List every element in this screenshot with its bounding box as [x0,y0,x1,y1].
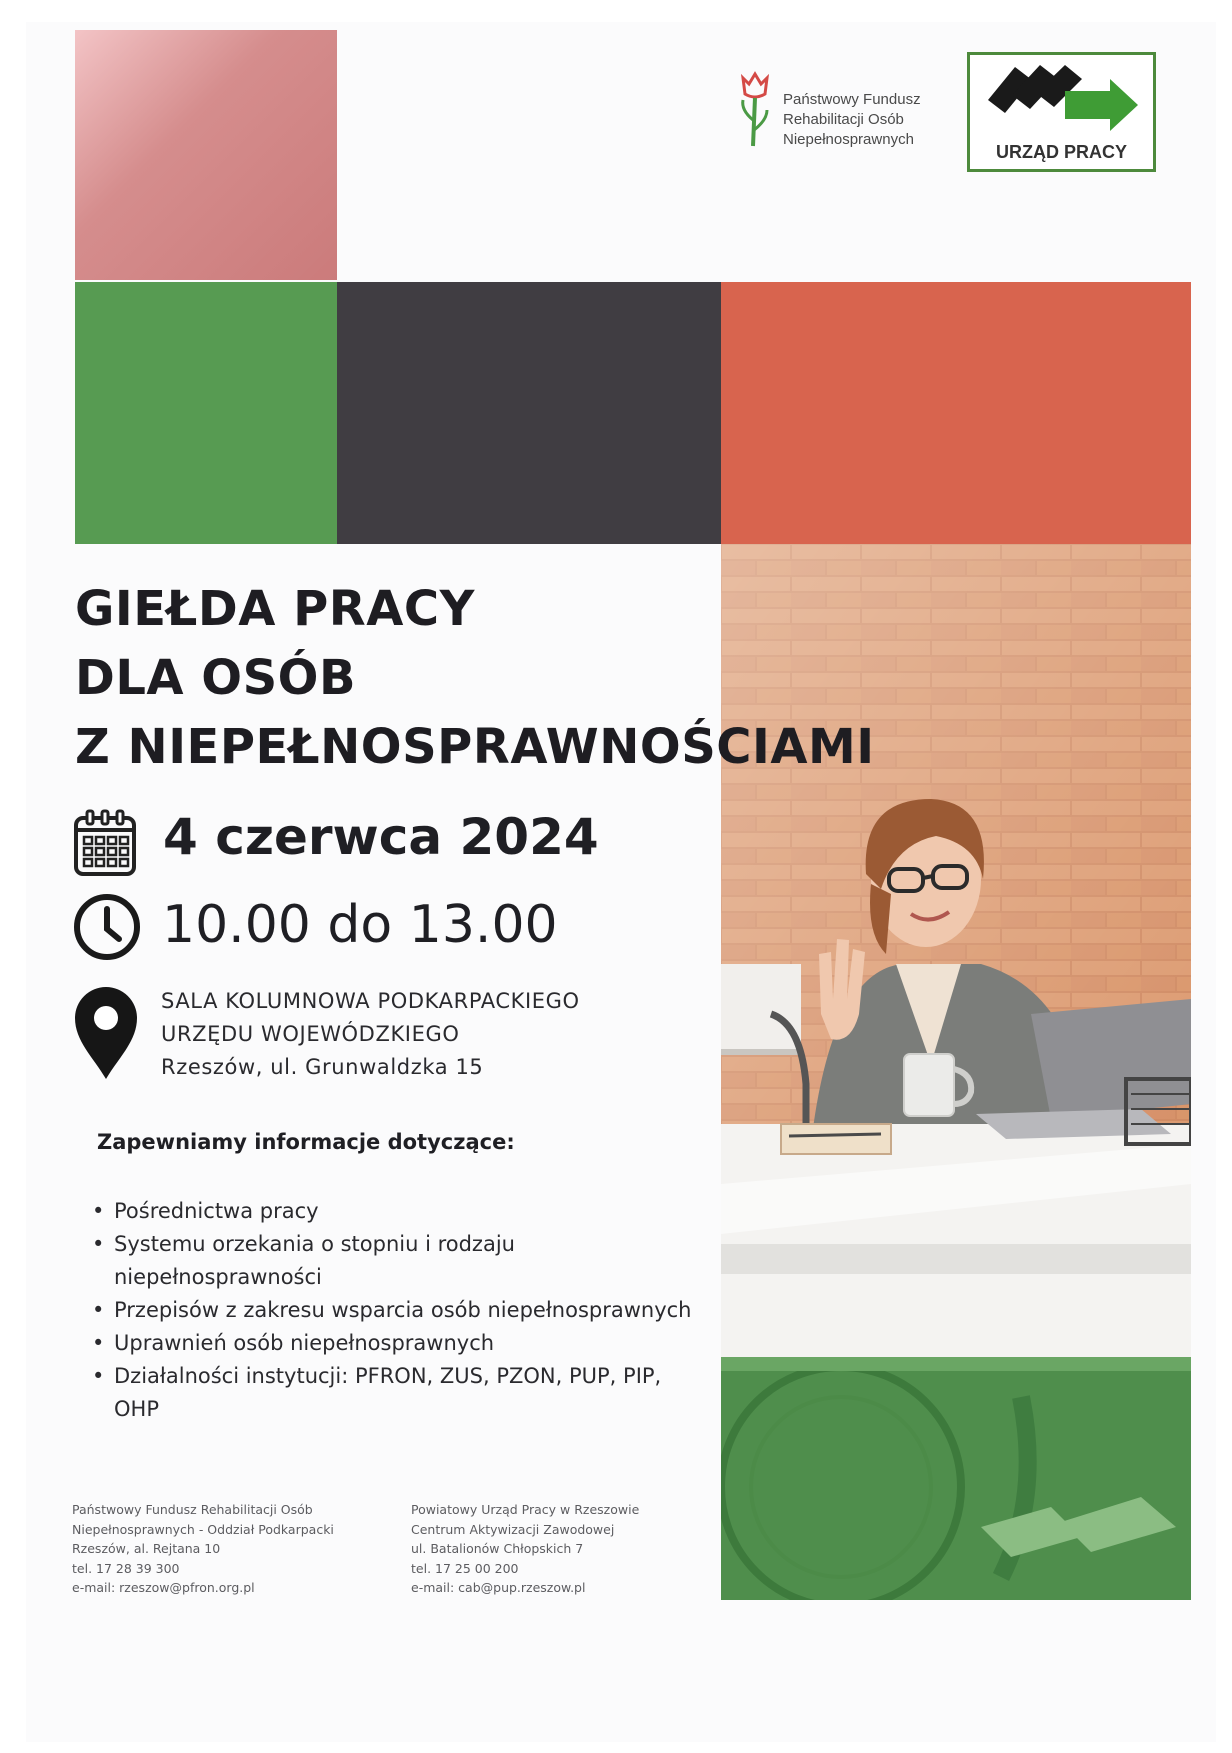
list-item: • Przepisów z zakresu wsparcia osób niepełnosprawnych [90,1294,710,1327]
calendar-icon [73,808,137,878]
cards-arrow-icon [970,55,1153,135]
footer-left-email[interactable]: e-mail: rzeszow@pfron.org.pl [72,1580,255,1595]
pfron-name-line1: Państwowy Fundusz [783,91,921,108]
footer-right-line: Centrum Aktywizacji Zawodowej [411,1521,615,1537]
footer-right-email[interactable]: e-mail: cab@pup.rzeszow.pl [411,1580,586,1595]
location-line1: SALA KOLUMNOWA PODKARPACKIEGO [161,989,580,1013]
event-location [161,985,580,1084]
green-block [75,282,337,544]
wheelchair-illustration [721,1357,1191,1600]
info-list [90,1195,710,1426]
gray-block [337,282,721,544]
title-line1: GIEŁDA PRACY [75,581,475,637]
list-item: • Systemu orzekania o stopniu i rodzaju niepełnosprawności [90,1228,710,1294]
pink-block [75,30,337,280]
event-date: 4 czerwca 2024 [163,808,599,866]
location-address: Rzeszów, ul. Grunwaldzka 15 [161,1055,484,1079]
urzad-pracy-label: URZĄD PRACY [995,142,1127,162]
footer-left-line: Rzeszów, al. Rejtana 10 [72,1541,221,1556]
wheelchair-photo [721,1357,1191,1600]
pfron-name [783,90,921,150]
pfron-name-line2: Rehabilitacji Osób [783,111,904,128]
location-line2: URZĘDU WOJEWÓDZKIEGO [161,1022,460,1046]
footer-left-line: tel. 17 28 39 300 [72,1560,180,1576]
footer-pup-contact [411,1500,639,1598]
pfron-logo [735,70,935,160]
location-pin-icon [73,985,139,1081]
list-item: • Pośrednictwa pracy [90,1195,710,1228]
footer-right-line: Powiatowy Urząd Pracy w Rzeszowie [411,1502,640,1517]
footer-right-line: tel. 17 25 00 200 [411,1560,519,1576]
title-line2: DLA OSÓB [75,650,357,706]
footer-left-line: Państwowy Fundusz Rehabilitacji Osób [72,1502,313,1517]
list-item: • Uprawnień osób niepełnosprawnych [90,1327,710,1360]
info-heading: Zapewniamy informacje dotyczące: [97,1130,515,1154]
page-title [75,575,975,782]
footer-left-line: Niepełnosprawnych - Oddział Podkarpacki [72,1521,334,1537]
red-block [721,282,1191,544]
list-item: • Działalności instytucji: PFRON, ZUS, PZON, PUP, PIP, OHP [90,1360,710,1426]
footer-right-line: ul. Batalionów Chłopskich 7 [411,1541,584,1556]
tulip-icon [735,70,775,150]
urzad-pracy-logo [967,52,1156,172]
pfron-name-line3: Niepełnosprawnych [783,131,914,148]
event-time: 10.00 do 13.00 [162,895,558,955]
footer-pfron-contact [72,1500,334,1598]
title-line3: Z NIEPEŁNOSPRAWNOŚCIAMI [75,719,875,775]
clock-icon [73,893,141,961]
